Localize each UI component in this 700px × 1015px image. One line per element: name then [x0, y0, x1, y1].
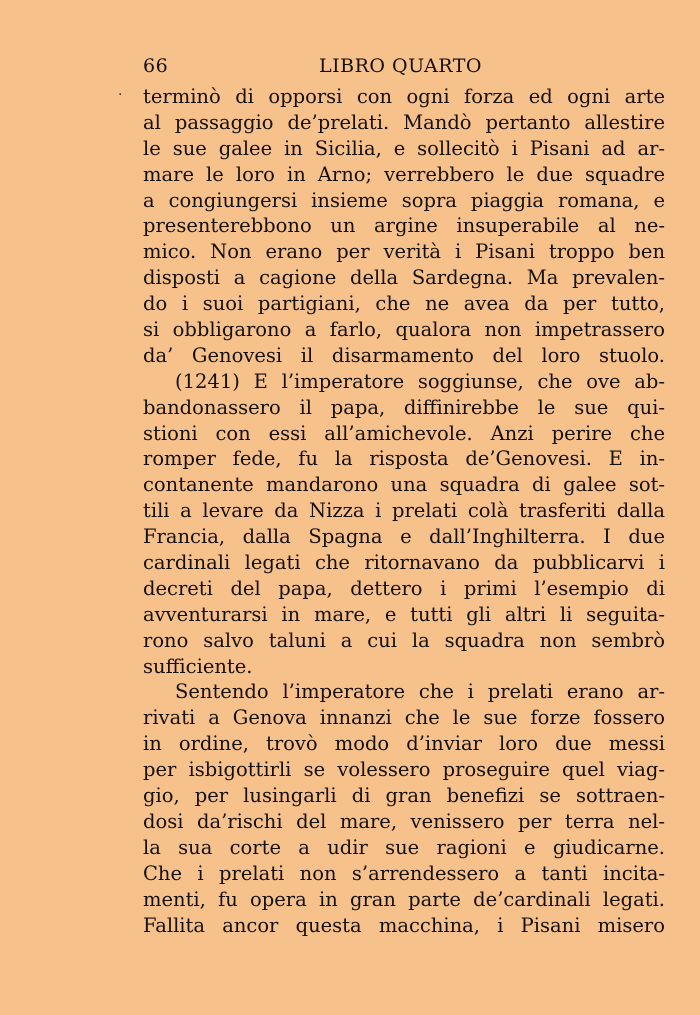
text-line: romper fede, fu la risposta de’Genovesi. E in-	[143, 447, 665, 471]
text-line: Francia, dalla Spagna e dall’Inghilterra. I due	[143, 525, 665, 549]
text-line: al passaggio de’prelati. Mandò pertanto allestire	[143, 110, 665, 134]
text-line: contanente mandarono una squadra di galee sot-	[143, 473, 665, 497]
text-line: rivati a Genova innanzi che le sue forze fossero	[143, 706, 665, 730]
running-head: LIBRO QUARTO	[319, 55, 482, 77]
text-line: disposti a cagione della Sardegna. Ma prevalen-	[143, 266, 665, 290]
text-line: gio, per lusingarli di gran benefizi se sottraen-	[143, 784, 665, 808]
text-line: avventurarsi in mare, e tutti gli altri li seguita-	[143, 602, 665, 626]
text-line: stioni con essi all’amichevole. Anzi perire che	[143, 421, 665, 445]
text-line: mare le loro in Arno; verrebbero le due squadre	[143, 162, 665, 186]
text-line: a congiungersi insieme sopra piaggia romana, e	[143, 188, 665, 212]
text-line: da’ Genovesi il disarmamento del loro stuolo.	[143, 343, 665, 367]
text-line: decreti del papa, dettero i primi l’esempio di	[143, 576, 665, 600]
text-line: rono salvo taluni a cui la squadra non sembrò	[143, 628, 665, 652]
text-line: do i suoi partigiani, che ne avea da per tutto,	[143, 292, 665, 316]
text-line: Che i prelati non s’arrendessero a tanti incita-	[143, 861, 665, 885]
paragraph-end-line: sufficiente.	[143, 654, 253, 678]
text-line: tili a levare da Nizza i prelati colà trasferiti dalla	[143, 499, 665, 523]
text-line: le sue galee in Sicilia, e sollecitò i Pisani ad ar-	[143, 136, 665, 160]
text-line: terminò di opporsi con ogni forza ed ogni arte	[143, 85, 665, 108]
text-line: la sua corte a udir sue ragioni e giudicarne.	[143, 835, 665, 859]
paragraph-start-line: Sentendo l’imperatore che i prelati erano ar-	[175, 680, 665, 704]
page-header	[143, 55, 665, 81]
text-line: si obbligarono a farlo, qualora non impetrassero	[143, 318, 665, 342]
text-line: mico. Non erano per verità i Pisani troppo ben	[143, 240, 665, 264]
page-number: 66	[143, 55, 169, 77]
margin-mark: ·	[118, 87, 123, 103]
text-line: bandonassero il papa, diffinirebbe le sue qui-	[143, 395, 665, 419]
text-line: menti, fu opera in gran parte de’cardinali legati.	[143, 887, 665, 911]
text-line: per isbigottirli se volessero proseguire quel viag-	[143, 758, 665, 782]
body-text	[143, 84, 665, 938]
text-line: Fallita ancor questa macchina, i Pisani misero	[143, 913, 665, 937]
paragraph-start-line: (1241) E l’imperatore soggiunse, che ove ab-	[175, 369, 665, 393]
text-line: dosi da’rischi del mare, venissero per terra nel-	[143, 809, 665, 833]
text-line: in ordine, trovò modo d’inviar loro due messi	[143, 732, 665, 756]
text-line: cardinali legati che ritornavano da pubblicarvi i	[143, 551, 665, 575]
text-line: presenterebbono un argine insuperabile al ne-	[143, 214, 665, 238]
